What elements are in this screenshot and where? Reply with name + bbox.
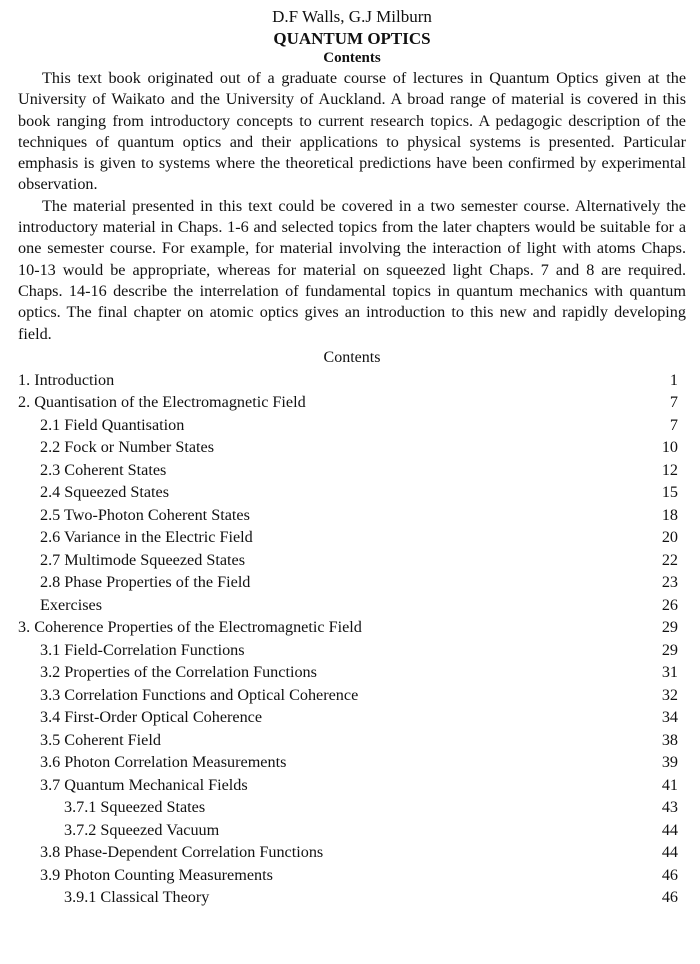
toc-entry-page: 44 bbox=[661, 843, 678, 862]
toc-entry bbox=[18, 616, 686, 639]
toc-entry-label: 1. Introduction bbox=[18, 370, 115, 389]
toc-entry-page: 1 bbox=[669, 370, 678, 389]
toc-entry-page: 29 bbox=[661, 618, 678, 637]
toc-entry-label: 3.3 Correlation Functions and Optical Coherence bbox=[40, 685, 359, 704]
toc-entry bbox=[18, 639, 686, 662]
toc-entry-page: 43 bbox=[661, 798, 678, 817]
toc-entry-page: 44 bbox=[661, 820, 678, 839]
table-of-contents bbox=[18, 369, 686, 909]
toc-entry-label: 2.1 Field Quantisation bbox=[40, 415, 185, 434]
toc-entry-label: 2.5 Two-Photon Coherent States bbox=[40, 505, 250, 524]
toc-entry-page: 20 bbox=[661, 528, 678, 547]
toc-entry-page: 23 bbox=[661, 573, 678, 592]
toc-entry-page: 7 bbox=[669, 393, 678, 412]
toc-entry-label: 2.4 Squeezed States bbox=[40, 483, 170, 502]
toc-entry-page: 18 bbox=[661, 505, 678, 524]
toc-entry bbox=[18, 751, 686, 774]
toc-title: Contents bbox=[323, 348, 381, 366]
toc-entry-page: 12 bbox=[661, 460, 678, 479]
toc-entry bbox=[18, 864, 686, 887]
toc-entry bbox=[18, 774, 686, 797]
toc-entry-label: 3.7.1 Squeezed States bbox=[64, 798, 206, 817]
toc-entry bbox=[18, 594, 686, 617]
toc-entry bbox=[18, 504, 686, 527]
intro-paragraph-2: The material presented in this text could be covered in a two semester course. Alternatively the introductory material in Chaps. 1-6 and selected topics from the later chapters would be suitable for a one semester course. For example, for material involving the interaction of light with atoms Chaps. 10-13 would be appropriate, whereas for material on squeezed light Chaps. 7 and 8 are required. Chaps. 14-16 describe the interrelation of fundamental topics in quantum mechanics with quantum optics. The final chapter on atomic optics gives an introduction to this new and rapidly developing field. bbox=[18, 196, 686, 343]
toc-entry-page: 46 bbox=[661, 888, 678, 907]
toc-entry-page: 41 bbox=[661, 775, 678, 794]
toc-entry bbox=[18, 459, 686, 482]
toc-entry bbox=[18, 729, 686, 752]
toc-entry-page: 7 bbox=[669, 415, 678, 434]
toc-entry-label: 2.8 Phase Properties of the Field bbox=[40, 573, 251, 592]
toc-entry bbox=[18, 571, 686, 594]
toc-entry-label: 3.5 Coherent Field bbox=[40, 730, 161, 749]
toc-entry-label: 3.9.1 Classical Theory bbox=[64, 888, 210, 907]
toc-entry-page: 31 bbox=[661, 663, 678, 682]
toc-entry bbox=[18, 436, 686, 459]
toc-entry bbox=[18, 526, 686, 549]
contents-heading: Contents bbox=[323, 50, 381, 66]
toc-entry-label: 3.1 Field-Correlation Functions bbox=[40, 640, 245, 659]
toc-entry-label: 2.6 Variance in the Electric Field bbox=[40, 528, 253, 547]
toc-entry-page: 10 bbox=[661, 438, 678, 457]
toc-entry bbox=[18, 481, 686, 504]
toc-entry-label: 3.7 Quantum Mechanical Fields bbox=[40, 775, 248, 794]
toc-entry bbox=[18, 549, 686, 572]
toc-entry-label: 2.2 Fock or Number States bbox=[40, 438, 214, 457]
toc-entry-page: 46 bbox=[661, 865, 678, 884]
toc-entry bbox=[18, 886, 686, 909]
intro-paragraph-1: This text book originated out of a graduate course of lectures in Quantum Optics given at the University of Waikato and the University of Auckland. A broad range of material is covered in this book ranging from introductory concepts to current research topics. A pedagogic description of the techniques of quantum optics and their applications to physical systems is presented. Particular emphasis is given to systems where the theoretical predictions have been confirmed by experimental observation. bbox=[18, 69, 686, 194]
authors-line: D.F Walls, G.J Milburn bbox=[272, 7, 432, 26]
toc-entry bbox=[18, 841, 686, 864]
toc-entry bbox=[18, 684, 686, 707]
toc-entry-label: 3.9 Photon Counting Measurements bbox=[40, 865, 273, 884]
toc-entry-page: 15 bbox=[661, 483, 678, 502]
book-title: QUANTUM OPTICS bbox=[273, 29, 431, 48]
toc-entry-label: 2.7 Multimode Squeezed States bbox=[40, 550, 246, 569]
toc-entry bbox=[18, 414, 686, 437]
toc-entry-page: 39 bbox=[661, 753, 678, 772]
toc-entry bbox=[18, 819, 686, 842]
toc-entry-label: 3.4 First-Order Optical Coherence bbox=[40, 708, 263, 727]
toc-entry bbox=[18, 796, 686, 819]
toc-entry bbox=[18, 706, 686, 729]
toc-entry-label: 2.3 Coherent States bbox=[40, 460, 167, 479]
toc-entry-page: 34 bbox=[661, 708, 678, 727]
toc-entry-label: 3.7.2 Squeezed Vacuum bbox=[64, 820, 220, 839]
toc-entry-page: 22 bbox=[661, 550, 678, 569]
toc-entry-label: 2. Quantisation of the Electromagnetic Field bbox=[18, 393, 306, 412]
toc-entry-page: 38 bbox=[661, 730, 678, 749]
toc-entry-label: 3.6 Photon Correlation Measurements bbox=[40, 753, 287, 772]
toc-entry bbox=[18, 391, 686, 414]
toc-entry-label: Exercises bbox=[40, 595, 103, 614]
toc-entry-page: 29 bbox=[661, 640, 678, 659]
toc-entry bbox=[18, 369, 686, 392]
toc-entry-label: 3.8 Phase-Dependent Correlation Functions bbox=[40, 843, 324, 862]
toc-entry-label: 3.2 Properties of the Correlation Functions bbox=[40, 663, 317, 682]
toc-entry-page: 32 bbox=[661, 685, 678, 704]
toc-entry-page: 26 bbox=[661, 595, 678, 614]
toc-entry bbox=[18, 661, 686, 684]
toc-entry-label: 3. Coherence Properties of the Electromagnetic Field bbox=[18, 618, 362, 637]
